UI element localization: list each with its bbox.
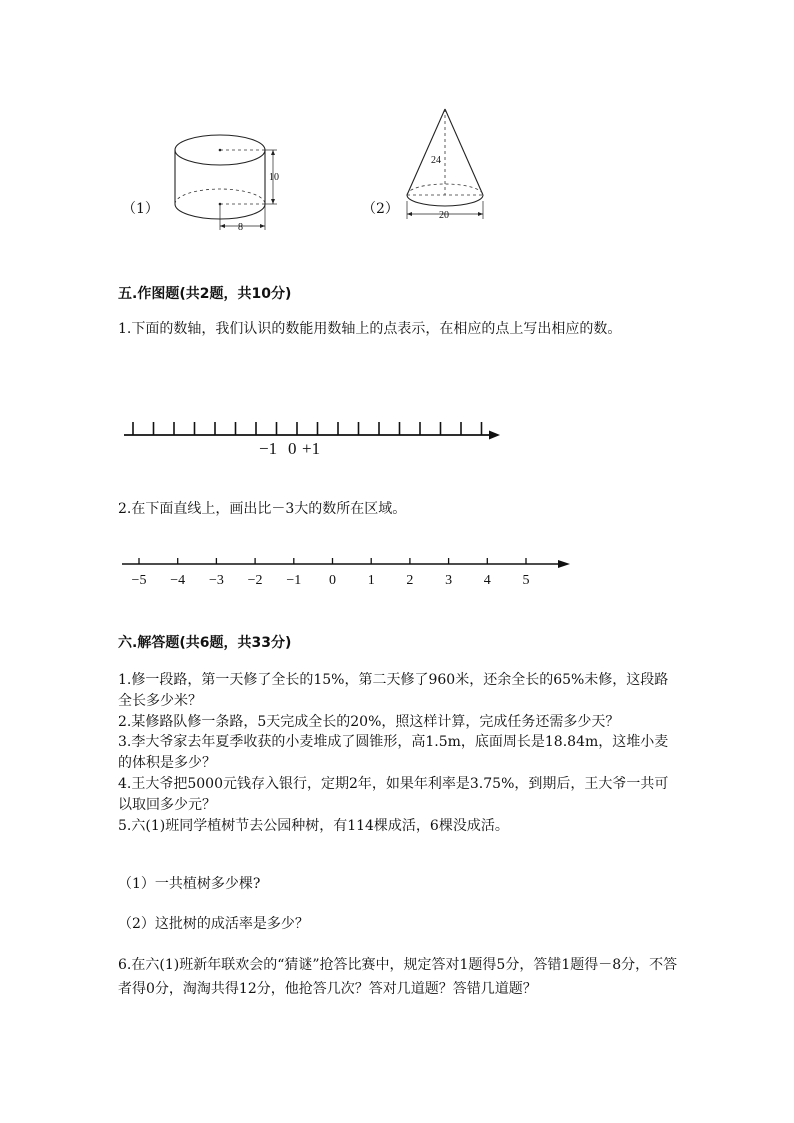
number-line-2-ticks [139, 558, 526, 564]
number-line-2-label: 0 [329, 573, 336, 588]
number-line-2-label: 4 [483, 573, 491, 588]
number-line-2-label: −1 [286, 573, 302, 588]
cylinder-height-label: 10 [269, 172, 279, 183]
number-line-1 [118, 415, 513, 460]
problem-6: 6.在六(1)班新年联欢会的“猜谜”抢答比赛中，规定答对1题得5分，答错1题得－8分，不答者得0分，淘淘共得12分，他抢答几次？答对几道题？答错几道题？ [118, 957, 678, 997]
problem-2: 2.某修路队修一条路，5天完成全长的20%，照这样计算，完成任务还需多少天？ [118, 713, 620, 730]
cylinder-radius-label: 8 [238, 222, 243, 233]
number-line-2-labels [132, 573, 530, 588]
problem-4: 4.王大爷把5000元钱存入银行，定期2年，如果年利率是3.75%，到期后，王大爷一共可以取回多少元？ [118, 775, 669, 813]
section-5-title: 五.作图题(共2题，共10分) [118, 286, 292, 302]
number-line-2-label: 1 [367, 573, 375, 588]
problem-3: 3.李大爷家去年夏季收获的小麦堆成了圆锥形，高1.5m，底面周长是18.84m，这堆小麦的体积是多少？ [118, 734, 669, 772]
sub-question-2: （2）这批树的成活率是多少？ [118, 916, 309, 932]
section-6-title: 六.解答题(共6题，共33分) [118, 635, 292, 651]
number-line-2-label: 5 [522, 573, 530, 588]
number-line-2-label: −2 [247, 573, 263, 588]
number-line-1-label-zero: 0 [288, 439, 297, 458]
number-line-2-label: 2 [406, 573, 414, 588]
number-line-2-arrow [558, 560, 570, 568]
cone-height-label: 24 [431, 155, 441, 166]
number-line-2-label: 3 [445, 573, 453, 588]
number-line-2 [118, 550, 578, 595]
number-line-1-label-plus-one: +1 [302, 439, 321, 458]
cone-diameter-label: 20 [439, 210, 449, 221]
sub-question-1: （1）一共植树多少棵? [118, 876, 261, 892]
number-line-2-label: −4 [170, 573, 186, 588]
figure-1-label: （1） [122, 201, 159, 217]
cylinder-figure [165, 122, 290, 237]
number-line-2-label: −3 [208, 573, 224, 588]
question-5-2: 2.在下面直线上，画出比－3大的数所在区域。 [118, 501, 407, 517]
problem-1: 1.修一段路，第一天修了全长的15%，第二天修了960米，还余全长的65%未修，这段路全长多少米？ [118, 672, 669, 709]
cone-figure [400, 105, 495, 225]
number-line-2-label: −5 [131, 573, 147, 588]
figure-2-label: （2） [362, 201, 399, 217]
problem-5: 5.六(1)班同学植树节去公园种树，有114棵成活，6棵没成活。 [118, 817, 509, 834]
question-5-1: 1.下面的数轴，我们认识的数能用数轴上的点表示，在相应的点上写出相应的数。 [118, 321, 622, 337]
number-line-1-arrow [489, 431, 500, 440]
problem-list [118, 670, 678, 836]
number-line-1-ticks [133, 422, 482, 435]
number-line-1-label-minus-one: −1 [259, 439, 278, 458]
